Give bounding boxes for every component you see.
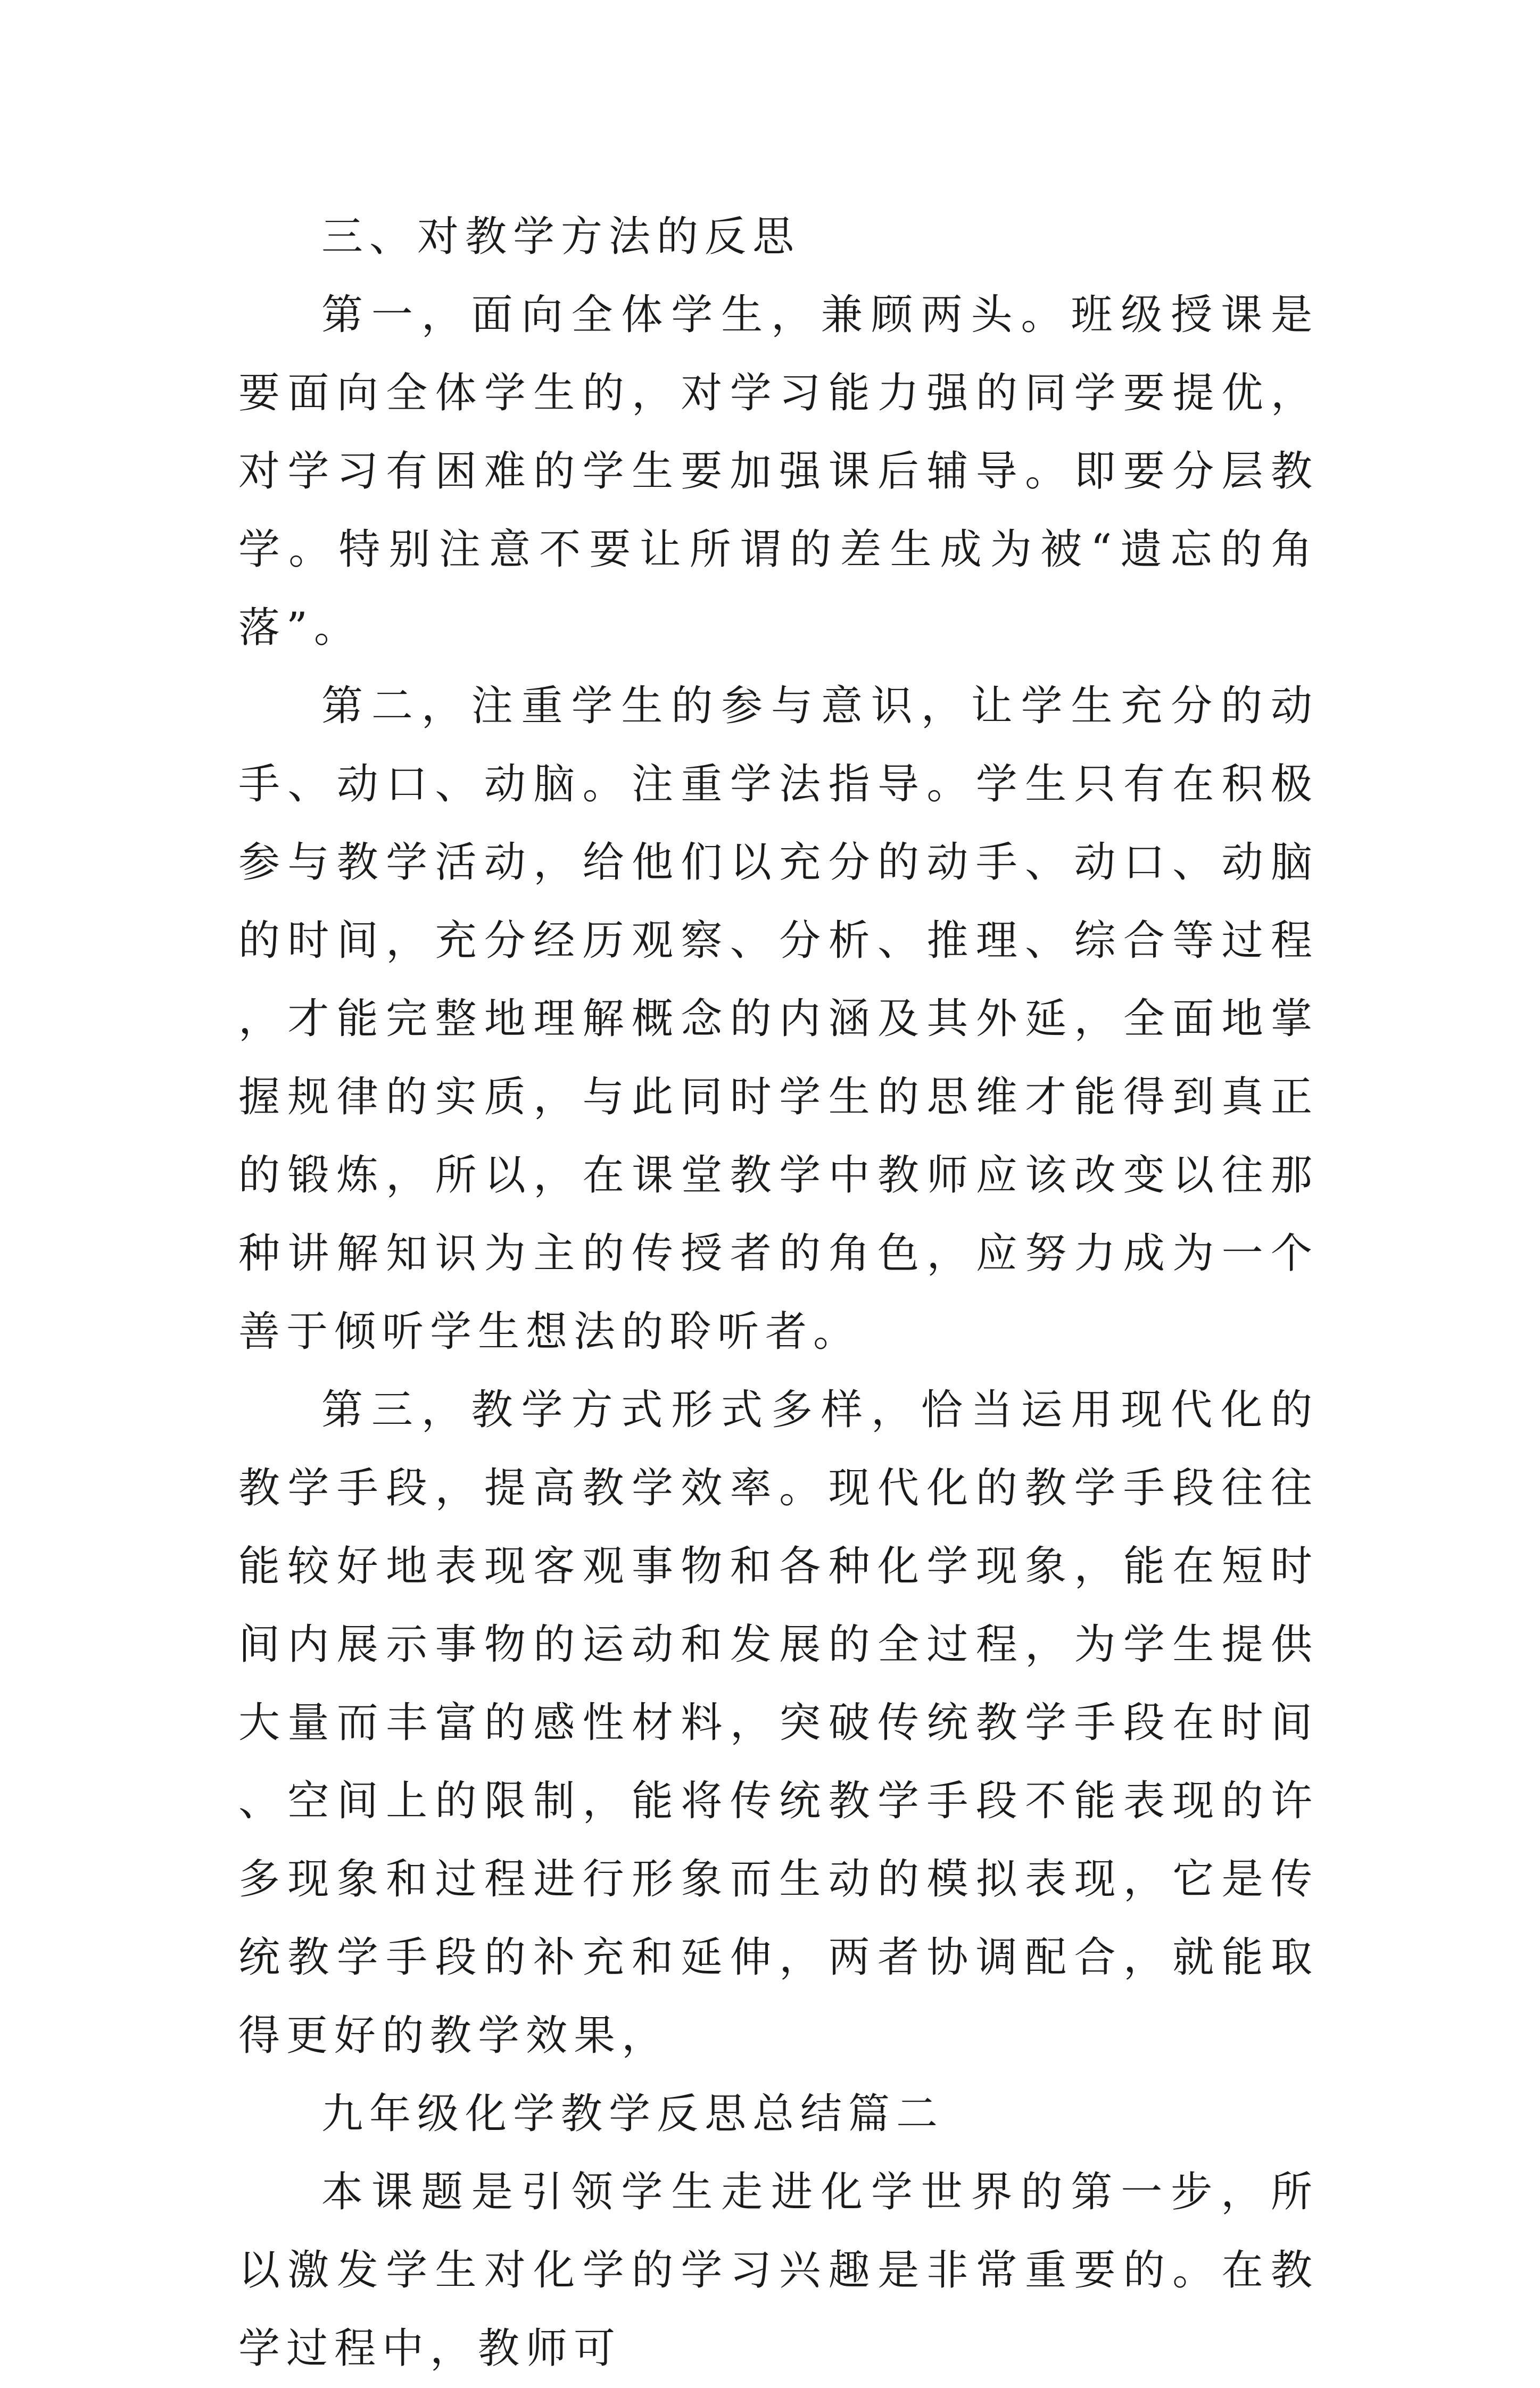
section-heading: 三、对教学方法的反思 bbox=[321, 213, 801, 261]
document-body bbox=[238, 198, 1319, 2388]
paragraph-second: 第二，注重学生的参与意识，让学生充分的动手、动口、动脑。注重学法指导。学生只有在积极参与教学活动，给他们以充分的动手、动口、动脑的时间，充分经历观察、分析、推理、综合等过程，才能完整地理解概念的内涵及其外延，全面地掌握规律的实质，与此同时学生的思维才能得到真正的锻炼，所以，在课堂教学中教师应该改变以往那种讲解知识为主的传授者的角色，应努力成为一个善于倾听学生想法的聆听者。 bbox=[238, 682, 1319, 1356]
paragraph-intro: 本课题是引领学生走进化学世界的第一步，所以激发学生对化学的学习兴趣是非常重要的。在教学过程中，教师可 bbox=[238, 2168, 1319, 2373]
paragraph-first: 第一，面向全体学生，兼顾两头。班级授课是要面向全体学生的，对学习能力强的同学要提优，对学习有困难的学生要加强课后辅导。即要分层教学。特别注意不要让所谓的差生成为被“遗忘的角落”。 bbox=[238, 291, 1319, 652]
paragraph-third: 第三，教学方式形式多样，恰当运用现代化的教学手段，提高教学效率。现代化的教学手段往往能较好地表现客观事物和各种化学现象，能在短时间内展示事物的运动和发展的全过程，为学生提供大量而丰富的感性材料，突破传统教学手段在时间、空间上的限制，能将传统教学手段不能表现的许多现象和过程进行形象而生动的模拟表现，它是传统教学手段的补充和延伸，两者协调配合，就能取得更好的教学效果， bbox=[238, 1386, 1319, 2060]
article-heading: 九年级化学教学反思总结篇二 bbox=[321, 2090, 945, 2138]
